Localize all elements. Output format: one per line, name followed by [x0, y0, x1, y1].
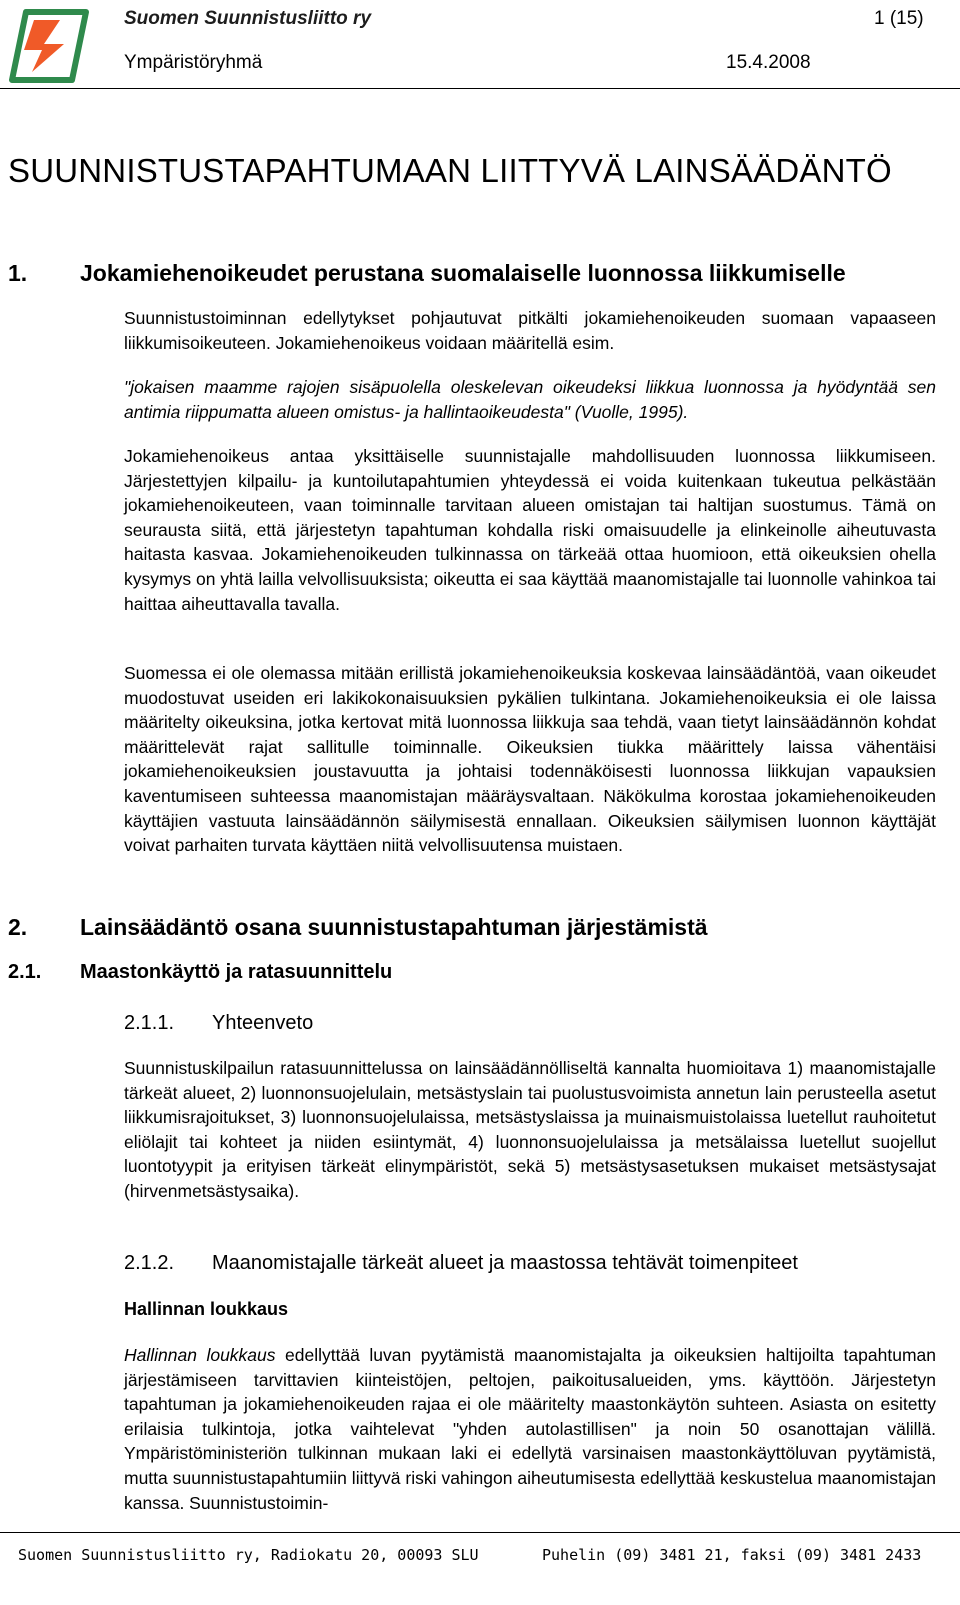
section-title: Jokamiehenoikeudet perustana suomalaiselle luonnossa liikkumiselle: [80, 260, 846, 286]
quote-paragraph: [124, 375, 936, 424]
section-number: 2.1.1.: [124, 1012, 175, 1034]
section-2-1-heading: [8, 961, 392, 984]
section-2-heading: [8, 914, 708, 941]
document-date: 15.4.2008: [726, 52, 811, 73]
ssl-logo: [6, 6, 90, 84]
department-name: Ympäristöryhmä: [124, 52, 263, 73]
footer-address: Suomen Suunnistusliitto ry, Radiokatu 20, 00093 SLU: [18, 1546, 479, 1564]
section-number: 1.: [8, 260, 28, 286]
section-1-heading: [8, 260, 846, 287]
section-title: Maastonkäyttö ja ratasuunnittelu: [80, 961, 393, 983]
paragraph: [124, 1343, 936, 1515]
document-title: SUUNNISTUSTAPAHTUMAAN LIITTYVÄ LAINSÄÄDÄNTÖ: [8, 152, 892, 189]
quote-text: "jokaisen maamme rajojen sisäpuolella oleskelevan oikeudeksi liikkua luonnossa ja hyödyntää sen antimia riippumatta alueen omistus- ja hallintaoikeudesta" (Vuolle, 1995).: [124, 377, 936, 422]
page-number: 1 (15): [874, 8, 924, 29]
logo-bolt: [24, 20, 64, 72]
organization-name: Suomen Suunnistusliitto ry: [124, 8, 372, 29]
section-number: 2.1.2.: [124, 1252, 175, 1274]
subheading: Hallinnan loukkaus: [124, 1299, 289, 1319]
paragraph: Suunnistustoiminnan edellytykset pohjautuvat pitkälti jokamiehenoikeuden suomaan vapaaseen liikkumisoikeuteen. Jokamiehenoikeus voidaan määritellä esim.: [124, 308, 936, 353]
paragraph: Suunnistuskilpailun ratasuunnittelussa on lainsäädännölliseltä kannalta huomioitava 1) maanomistajalle tärkeät alueet, 2) luonnonsuojelulain, metsästyslain tai puolustusvoimista annetun lain perusteella asetut liikkumisrajoitukset, 3) luonnonsuojelulaissa, metsästyslaissa ja muinaismuistolaissa luetellut rauhoitetut eliölajit tai kohteet ja niiden esiintymät, 4) luonnonsuojelulaissa ja metsälaissa luetellut suojellut luontotyypit ja erityisen tärkeät elinympäristöt, sekä 5) metsästysasetuksen mukaiset metsästysajat (hirvenmetsästysaika).: [124, 1058, 936, 1201]
paragraph: Suomessa ei ole olemassa mitään erillistä jokamiehenoikeuksia koskevaa lainsäädäntöä, vaan oikeudet muodostuvat useiden eri lakikokonaisuuksien pykälien tulkintana. Jokamiehenoikeuksia ei ole laissa määritelty oikeuksina, jotka kertovat mitä luonnossa liikkuja saa tehdä, vaan tietyt lainsäädännön kohdat määrittelevät rajat sallitulle toiminnalle. Oikeuksien tiukka määrittely laissa vähentäisi jokamiehenoikeuksien joustavuutta ja johtaisi todennäköisesti luonnossa liikkujan vapauksien kaventumiseen suhteessa maanomistajan määräysvaltaan. Näkökulma korostaa jokamiehenoikeuden käyttäjien vastuuta lainsäädännön säilymisestä ennallaan. Oikeuksien säilymisen luonnon käyttäjät voivat parhaiten turvata käyttäen niitä velvollisuutensa muistaen.: [124, 663, 936, 856]
paragraph: Jokamiehenoikeus antaa yksittäiselle suunnistajalle mahdollisuuden luonnossa liikkumiseen. Järjestettyjen kilpailu- ja kuntoilutapahtumien yhteydessä ei voida kuitenkaan tukeutua pelkästään jokamiehenoikeuteen, vaan toiminnalle tarvitaan alueen omistajan tai haltijan suostumus. Tämä on seurausta siitä, että järjestetyn tapahtuman kohdalla riski omaisuudelle ja elinkeinolle aiheutuvasta haitasta kasvaa. Jokamiehenoikeuden tulkinnassa on tärkeää ottaa huomioon, että oikeuksien ohella kysymys on yhtä lailla velvollisuuksista; oikeutta ei saa käyttää maanomistajalle tai luonnolle vahinkoa tai haittaa aiheuttavalla tavalla.: [124, 446, 936, 614]
section-number: 2.: [8, 914, 28, 940]
footer-phone: Puhelin (09) 3481 21, faksi (09) 3481 2433: [542, 1546, 922, 1564]
section-title: Maanomistajalle tärkeät alueet ja maastossa tehtävät toimenpiteet: [212, 1252, 798, 1274]
section-2-1-2-heading: [124, 1252, 798, 1275]
paragraph-text: edellyttää luvan pyytämistä maanomistajalta ja oikeuksien haltijoilta tapahtuman järjestämiseen tarvittavien kiinteistöjen, peltojen, paikoitusalueiden, yms. käyttöön. Järjestetyn tapahtuman ja jokamiehenoikeuden rajaa ei ole määritelty maastonkäytön suhteen. Asiasta on esitetty erilaisia tulkintoja, jotka vaihtelevat "yhden autolastillisen" ja noin 50 osanottajan välillä. Ympäristöministeriön tulkinnan mukaan laki ei edellytä varsinaisen maastonkäyttöluvan pyytämistä, mutta suunnistustapahtumiin liittyvä riski vahingon aiheutumisesta edellyttää keskustelua maanomistajan kanssa. Suunnistustoimin-: [124, 1345, 936, 1513]
section-title: Lainsäädäntö osana suunnistustapahtuman järjestämistä: [80, 914, 708, 940]
footer-divider: [0, 1532, 960, 1533]
section-title: Yhteenveto: [212, 1012, 314, 1034]
section-2-1-1-heading: [124, 1012, 313, 1035]
section-number: 2.1.: [8, 961, 42, 983]
lead-term: Hallinnan loukkaus: [124, 1345, 276, 1365]
header-divider: [0, 88, 960, 89]
